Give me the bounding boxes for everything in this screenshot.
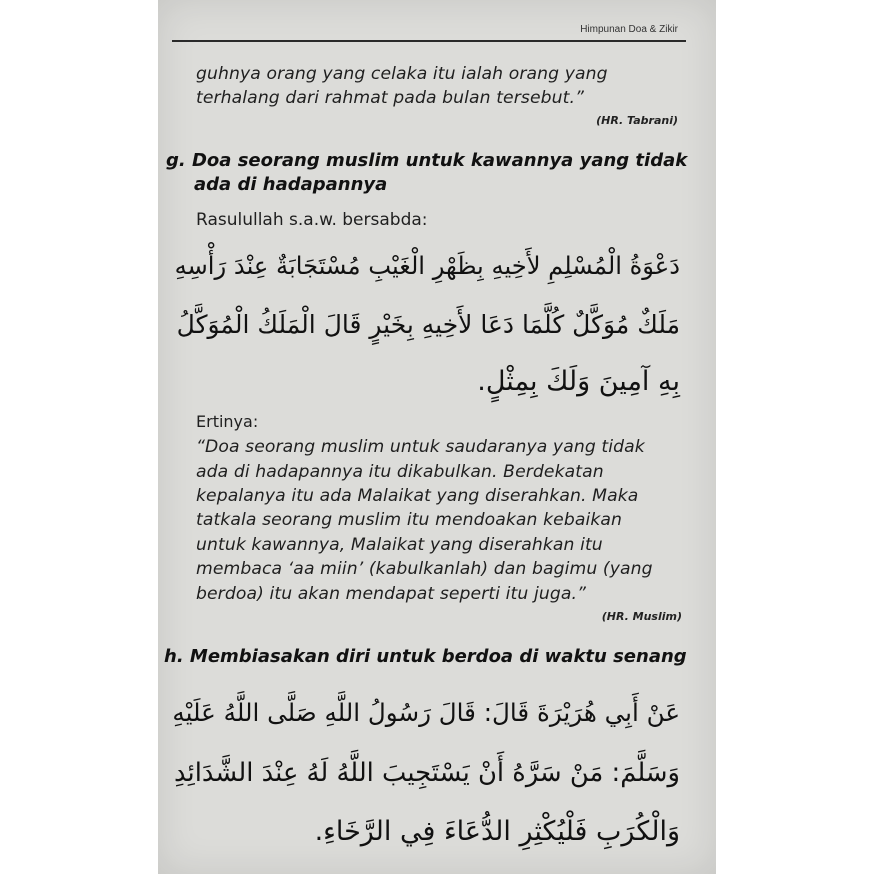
translation-line: tatkala seorang muslim itu mendoakan kebaikan (196, 510, 623, 530)
intro-text: Rasulullah s.a.w. bersabda: (196, 210, 428, 230)
arabic-text-line: بِهِ آمِينَ وَلَكَ بِمِثْلٍ. (477, 366, 680, 397)
arabic-text-line: وَسَلَّمَ: مَنْ سَرَّهُ أَنْ يَسْتَجِيبَ اللَّهُ لَهُ عِنْدَ الشَّدَائِدِ (173, 758, 680, 788)
arabic-text-line: مَلَكٌ مُوَكَّلٌ كُلَّمَا دَعَا لأَخِيهِ بِخَيْرٍ قَالَ الْمَلَكُ الْمُوَكَّلُ (176, 310, 680, 339)
arabic-text-line: دَعْوَةُ الْمُسْلِمِ لأَخِيهِ بِظَهْرِ الْغَيْبِ مُسْتَجَابَةٌ عِنْدَ رَأْسِهِ (174, 252, 680, 280)
hadith-citation: (HR. Muslim) (601, 610, 682, 623)
hadith-citation: (HR. Tabrani) (596, 114, 678, 127)
running-header-title: Himpunan Doa & Zikir (580, 24, 678, 35)
translation-line: membaca ‘aa miin’ (kabulkanlah) dan bagimu (yang (196, 559, 653, 579)
translation-line: ada di hadapannya itu dikabulkan. Berdekatan (196, 462, 604, 482)
book-page (158, 0, 716, 874)
paragraph-line: terhalang dari rahmat pada bulan tersebut.” (196, 88, 585, 108)
translation-line: kepalanya itu ada Malaikat yang diserahkan. Maka (196, 486, 639, 506)
section-heading: ada di hadapannya (194, 174, 388, 195)
translation-label: Ertinya: (196, 412, 259, 431)
translation-line: “Doa seorang muslim untuk saudaranya yang tidak (196, 437, 645, 457)
translation-line: untuk kawannya, Malaikat yang diserahkan itu (196, 535, 603, 555)
section-heading: h. Membiasakan diri untuk berdoa di waktu senang (164, 646, 687, 667)
arabic-text-line: عَنْ أَبِي هُرَيْرَةَ قَالَ: قَالَ رَسُولُ اللَّهِ صَلَّى اللَّهُ عَلَيْهِ (172, 698, 680, 727)
paragraph-line: guhnya orang yang celaka itu ialah orang yang (196, 64, 608, 84)
section-heading: g. Doa seorang muslim untuk kawannya yang tidak (166, 150, 688, 171)
header-rule (172, 40, 686, 42)
arabic-text-line: وَالْكُرَبِ فَلْيُكْثِرِ الدُّعَاءَ فِي الرَّخَاءِ. (314, 816, 680, 847)
translation-line: berdoa) itu akan mendapat seperti itu juga.” (196, 584, 587, 604)
